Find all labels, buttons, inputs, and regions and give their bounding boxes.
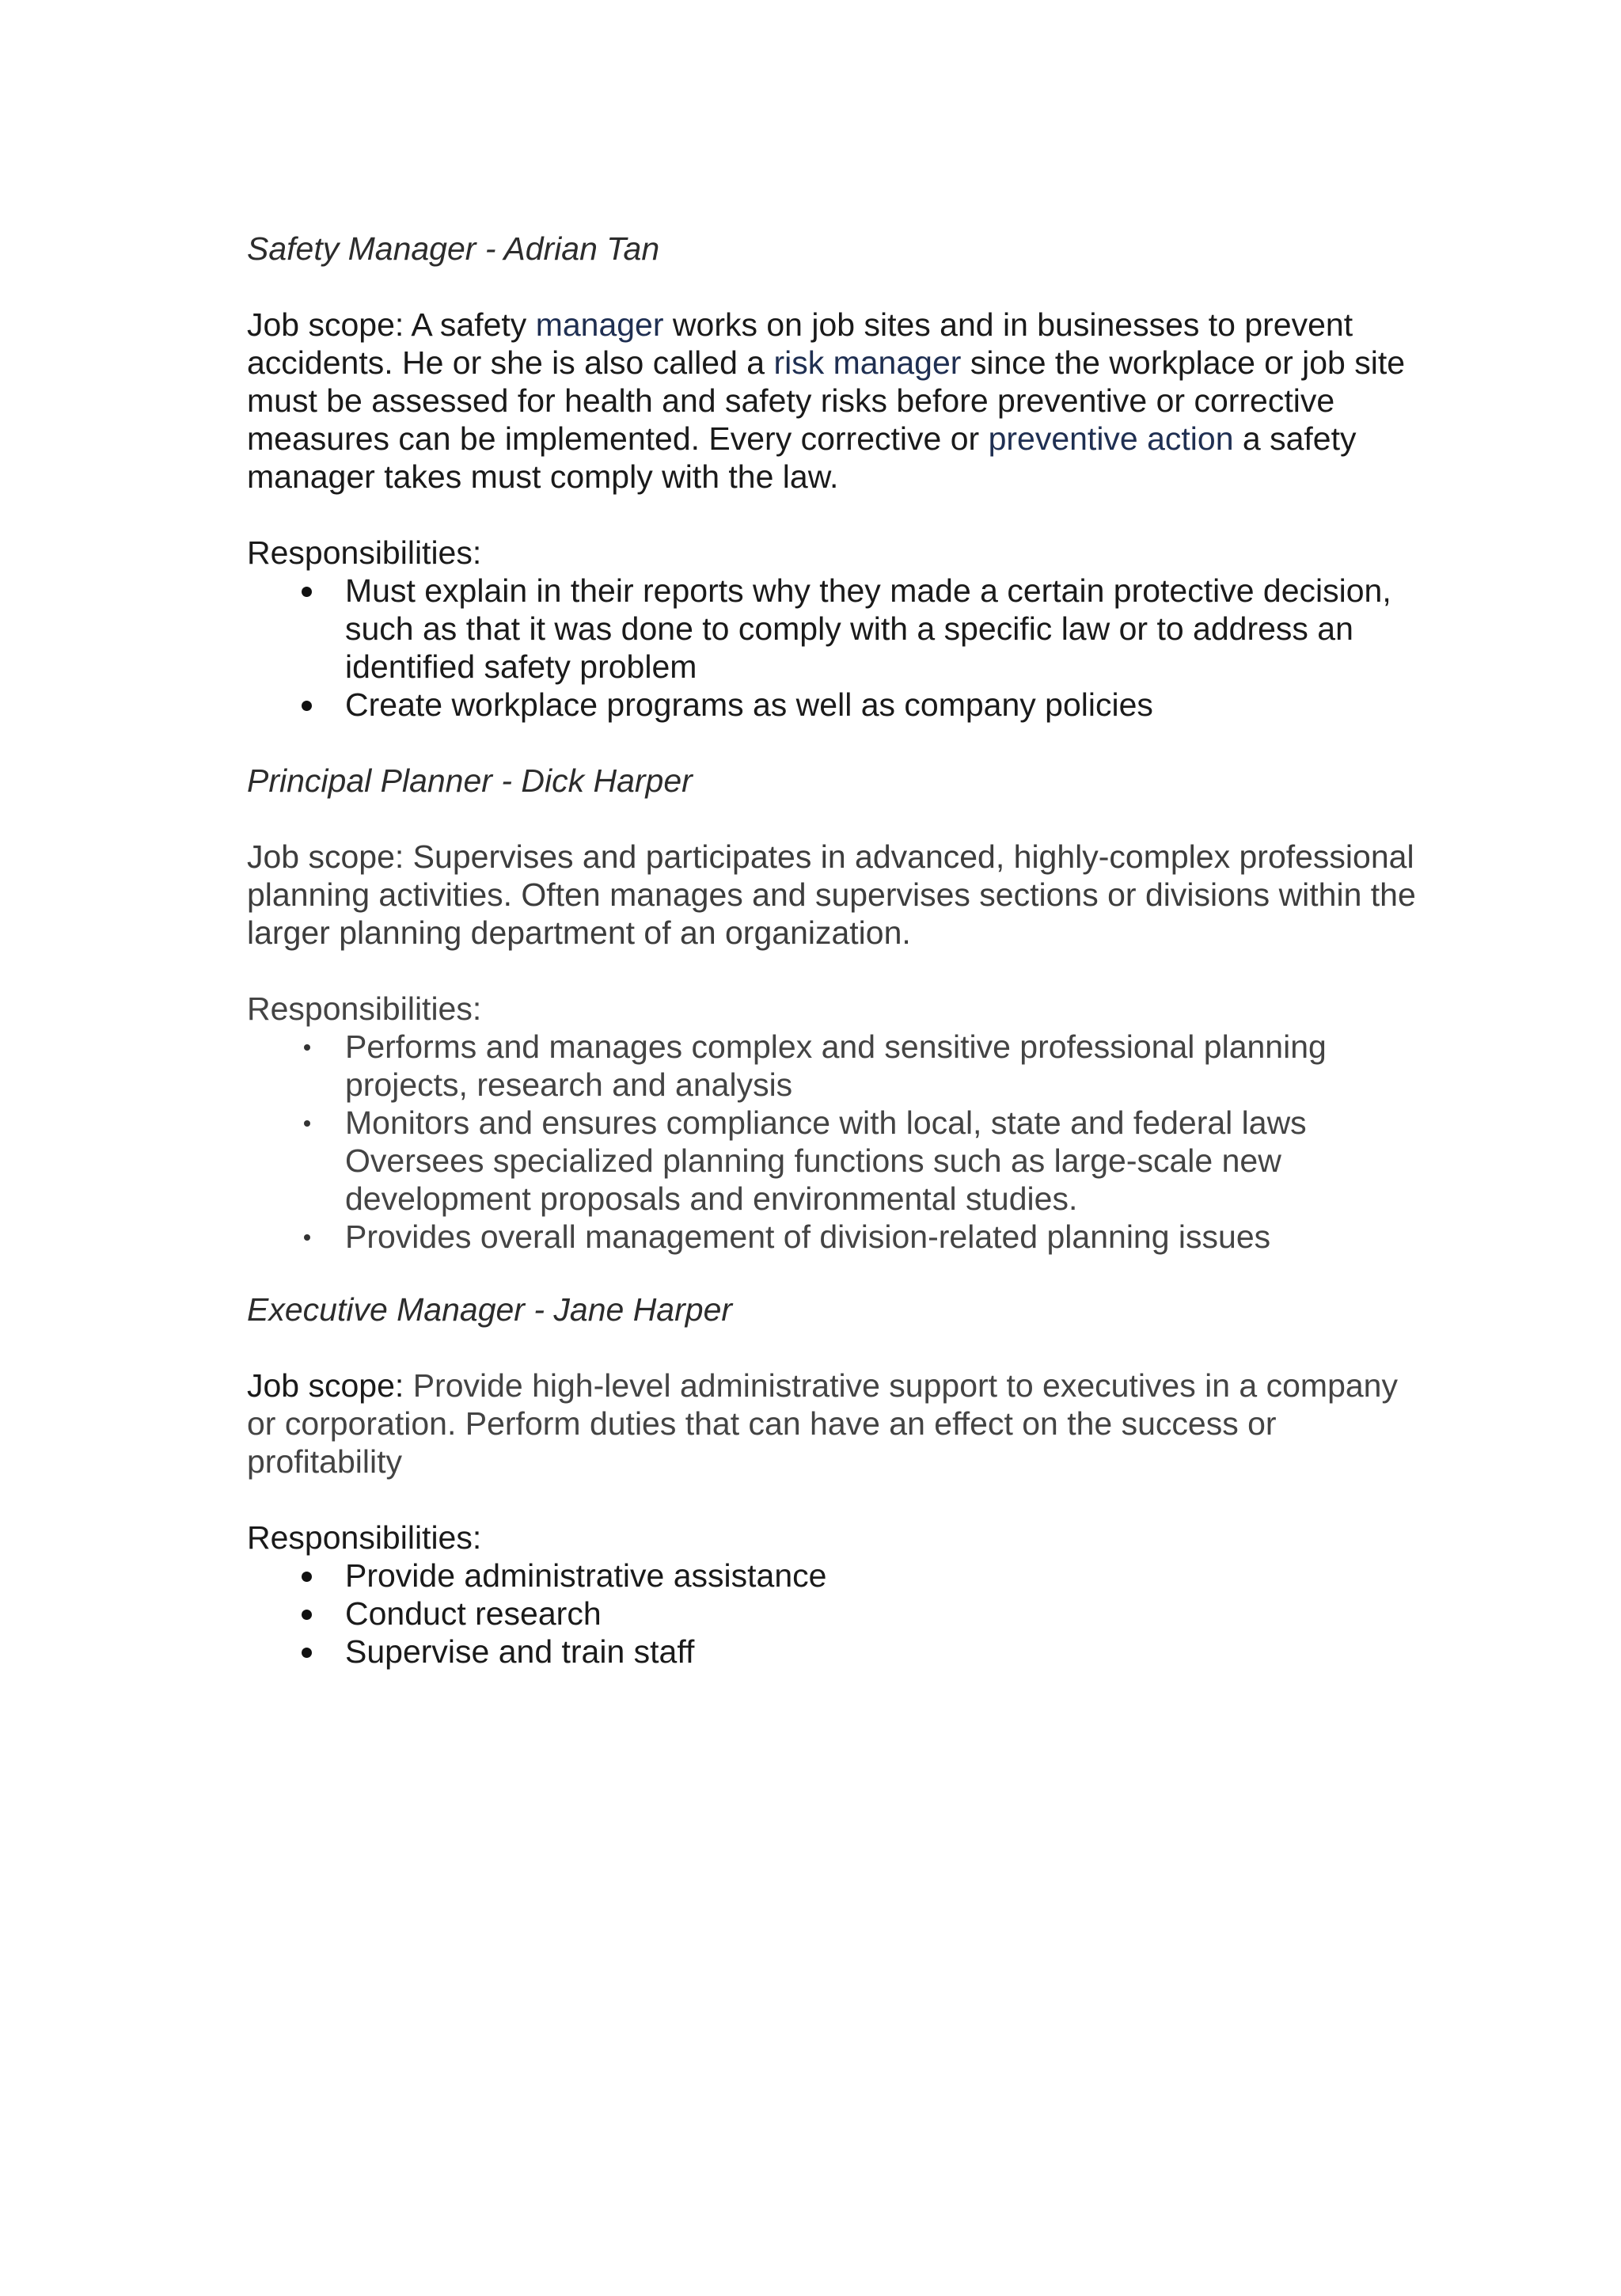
list-item: Create workplace programs as well as company policies — [345, 686, 1153, 723]
job-scope-executive-manager: Job scope: Provide high-level administrative support to executives in a company or corporation. Perform duties that can have an effect on the success or profitability — [247, 1367, 1398, 1480]
responsibilities-list-safety-manager — [247, 572, 1418, 724]
list-item-continuation: Oversees specialized planning functions such as large-scale new development proposals and environmental studies. — [345, 1142, 1281, 1217]
responsibilities-list-executive-manager — [247, 1557, 1418, 1671]
responsibilities-list-principal-planner — [247, 1028, 1418, 1256]
responsibilities-label: Responsibilities: — [247, 1519, 482, 1556]
link-manager: manager — [535, 306, 664, 343]
job-scope-principal-planner: Job scope: Supervises and participates in advanced, highly-complex professional planning activities. Often manages and supervises sections or divisions within the larger planning department of an organization. — [247, 838, 1416, 951]
link-risk-manager: risk manager — [773, 344, 962, 381]
role-title-executive-manager: Executive Manager - Jane Harper — [247, 1291, 733, 1328]
document-page — [247, 230, 1418, 1671]
list-item: Provide administrative assistance — [345, 1557, 827, 1594]
responsibilities-label: Responsibilities: — [247, 990, 482, 1027]
list-item: Conduct research — [345, 1595, 602, 1632]
list-item: Provides overall management of division-related planning issues — [345, 1218, 1271, 1255]
list-item: Supervise and train staff — [345, 1633, 695, 1670]
link-preventive-action: preventive action — [988, 420, 1234, 457]
list-item: Must explain in their reports why they made a certain protective decision, such as that it was done to comply with a specific law or to address an identified safety problem — [345, 572, 1391, 685]
list-item: Monitors and ensures compliance with local, state and federal laws — [345, 1104, 1307, 1141]
list-item: Performs and manages complex and sensitive professional planning projects, research and analysis — [345, 1028, 1327, 1103]
responsibilities-label: Responsibilities: — [247, 534, 482, 571]
job-scope-safety-manager: Job scope: A safety manager works on job sites and in businesses to prevent accidents. He or she is also called a risk manager since the workplace or job site must be assessed for health and safety risks before preventive or corrective measures can be implemented. Every corrective or preventive action a safety manager takes must comply with the law. — [247, 306, 1406, 495]
role-title-safety-manager: Safety Manager - Adrian Tan — [247, 230, 660, 267]
role-title-principal-planner: Principal Planner - Dick Harper — [247, 762, 693, 799]
